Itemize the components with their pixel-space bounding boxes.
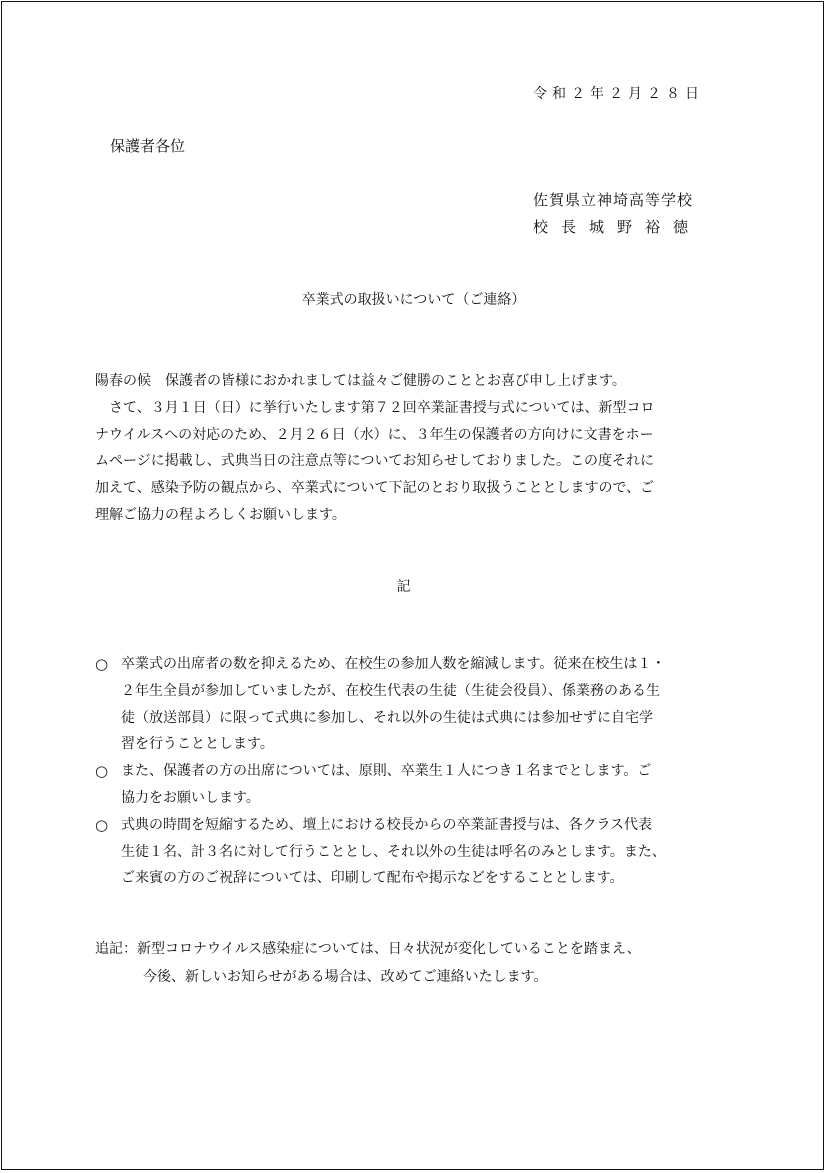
- postscript-line: 今後、新しいお知らせがある場合は、改めてご連絡いたします。: [143, 969, 548, 985]
- sender-block: [533, 187, 701, 241]
- list-item-text: [121, 812, 735, 892]
- ki-heading: 記: [396, 579, 411, 595]
- list-item-text: [121, 651, 735, 758]
- list-item-line: 卒業式の出席者の数を抑えるため、在校生の参加人数を縮減します。従来在校生は１・: [121, 656, 666, 672]
- list-item-line: 協力をお願いします。: [121, 789, 260, 806]
- bullet-icon: ○: [95, 762, 109, 781]
- list-item-line: 習を行うこととします。: [121, 736, 274, 753]
- postscript-line: 新型コロナウイルス感染症については、日々状況が変化していることを踏まえ、: [137, 941, 641, 957]
- list-item-line: 徒（放送部員）に限って式典に参加し、それ以外の生徒は式典には参加せずに自宅学: [121, 709, 653, 726]
- list-item: [95, 812, 735, 892]
- postscript: [95, 935, 641, 991]
- body-section: [95, 368, 735, 529]
- greeting-line: 陽春の候 保護者の皆様におかれましては益々ご健勝のこととお喜び申し上げます。: [95, 373, 626, 389]
- school-name: 佐賀県立神埼高等学校: [533, 191, 694, 209]
- postscript-label: 追記：: [95, 941, 137, 957]
- list-item-text: [121, 758, 735, 812]
- bullet-icon: ○: [95, 655, 109, 673]
- principal-name: 校長城野裕徳: [533, 218, 702, 236]
- notice-list: [95, 651, 735, 892]
- body-line: ムページに掲載し、式典当日の注意点等についてお知らせしておりました。この度それに: [95, 453, 655, 470]
- list-item-line: また、保護者の方の出席については、原則、卒業生１人につき１名までとします。ご: [121, 763, 652, 780]
- list-item-line: ご来賓の方のご祝辞については、印刷して配布や掲示などをすることとします。: [121, 870, 624, 887]
- list-item: [95, 758, 735, 812]
- document-title: 卒業式の取扱いについて（ご連絡）: [301, 292, 526, 308]
- list-item-line: 式典の時間を短縮するため、壇上における校長からの卒業証書授与は、各クラス代表: [121, 816, 653, 833]
- body-line: ナウイルスへの対応のため、２月２６日（水）に、３年生の保護者の方向けに文書をホー: [95, 426, 654, 443]
- body-line: 加えて、感染予防の観点から、卒業式について下記のとおり取扱うこととしますので、ご: [95, 480, 655, 497]
- recipient: 保護者各位: [110, 137, 186, 155]
- bullet-icon: ○: [95, 815, 109, 834]
- document-date: 令和２年２月２８日: [533, 86, 704, 102]
- list-item: [95, 651, 735, 758]
- list-item-line: 生徒１名、計３名に対して行うこととし、それ以外の生徒は呼名のみとします。また、: [121, 843, 666, 860]
- list-item-line: ２年生全員が参加していましたが、在校生代表の生徒（生徒会役員）、係業務のある生: [121, 682, 660, 699]
- body-line: さて、３月１日（日）に挙行いたします第７２回卒業証書授与式については、新型コロ: [109, 399, 655, 416]
- body-line: 理解ご協力の程よろしくお願いします。: [95, 506, 346, 523]
